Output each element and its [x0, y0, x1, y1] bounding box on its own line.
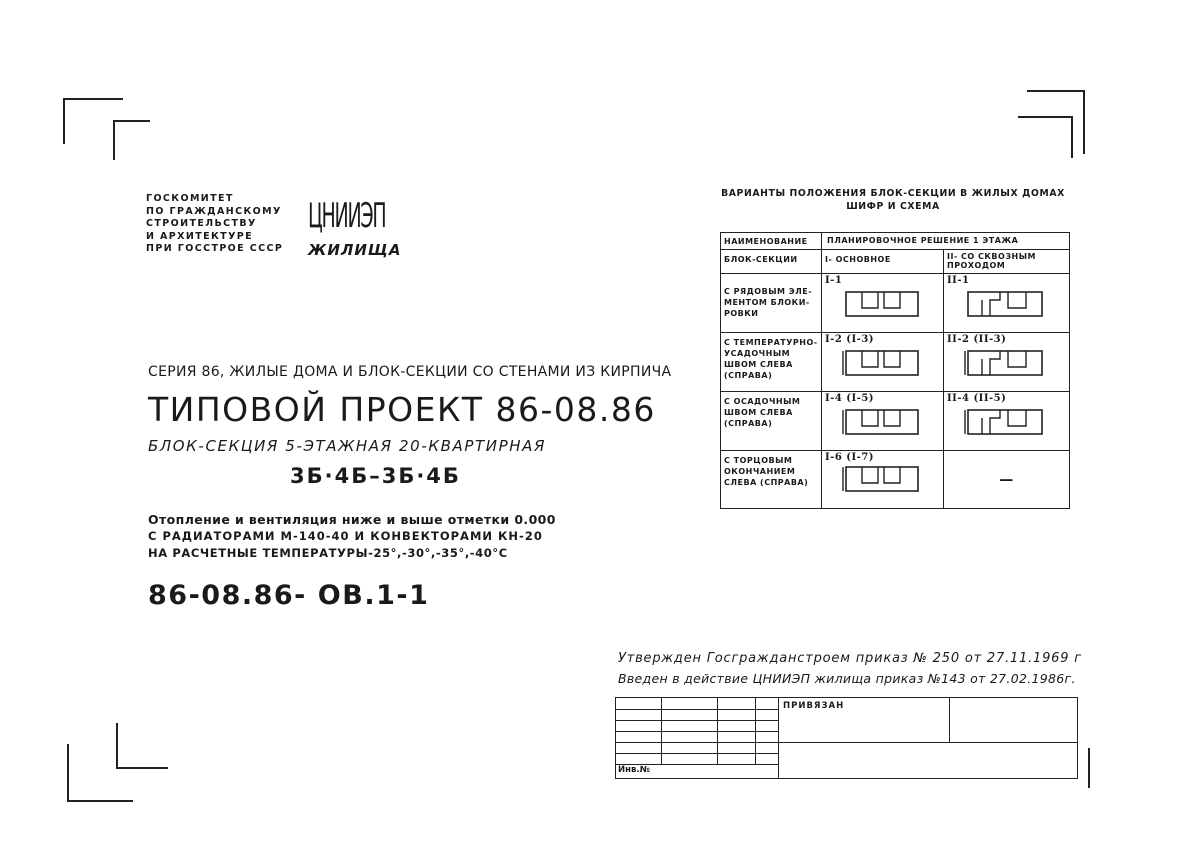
corner-mark-top-right-outer-h [1027, 90, 1085, 92]
binding-stamp [615, 697, 1078, 779]
header-col2: II- СО СКВОЗНЫМ ПРОХОДОМ [944, 250, 1070, 274]
header-name-cell-2: БЛОК-СЕКЦИИ [721, 250, 822, 274]
corner-mark-bottom-left-outer-h [67, 800, 133, 802]
row-plan-basic [822, 392, 944, 451]
plan-code: II-4 (II-5) [947, 393, 1007, 404]
section-subtitle: БЛОК-СЕКЦИЯ 5-ЭТАЖНАЯ 20-КВАРТИРНАЯ [148, 437, 546, 455]
variants-title-line2: ШИФР И СХЕМА [846, 201, 940, 212]
variants-title-line1: ВАРИАНТЫ ПОЛОЖЕНИЯ БЛОК-СЕКЦИИ В ЖИЛЫХ ДОМАХ [721, 188, 1065, 199]
org-line: ПО ГРАЖДАНСКОМУ [146, 205, 282, 217]
row-plan-passage [944, 333, 1070, 392]
row-plan-basic [822, 451, 944, 509]
description-block [148, 511, 556, 562]
inventory-number-label: Инв.№ [618, 765, 650, 775]
description-line: С РАДИАТОРАМИ М-140-40 И КОНВЕКТОРАМИ КН-20 [148, 529, 543, 543]
variants-table [720, 232, 1070, 509]
row-plan-basic [822, 333, 944, 392]
block-section-plan-icon [822, 345, 942, 385]
corner-mark-bottom-left-inner-v [116, 723, 118, 769]
block-section-plan-icon [822, 286, 942, 326]
plan-code: II-2 (II-3) [947, 334, 1007, 345]
row-name: С ТОРЦОВЫМ ОКОНЧАНИЕМ СЛЕВА (СПРАВА) [721, 451, 822, 509]
block-section-plan-icon [822, 463, 942, 503]
org-line: ГОСКОМИТЕТ [146, 193, 234, 204]
section-code: 3Б·4Б–3Б·4Б [290, 464, 461, 488]
corner-mark-top-left-outer-h [63, 98, 123, 100]
plan-code: I-4 (I-5) [825, 393, 875, 404]
variants-table-title [718, 187, 1068, 213]
row-plan-passage [944, 274, 1070, 333]
corner-mark-bottom-left-inner-h [116, 767, 168, 769]
description-line: НА РАСЧЕТНЫЕ ТЕМПЕРАТУРЫ-25°,-30°,-35°,-40°С [148, 546, 508, 560]
org-line: И АРХИТЕКТУРЕ [146, 230, 254, 242]
logo-main-text: ЦНИИЭП [308, 196, 386, 236]
corner-mark-top-left-outer-v [63, 98, 65, 144]
corner-mark-bottom-left-outer-v [67, 744, 69, 802]
bound-label: ПРИВЯЗАН [783, 701, 845, 711]
project-title: ТИПОВОЙ ПРОЕКТ 86-08.86 [148, 390, 656, 429]
approval-line: Введен в действие ЦНИИЭП жилища приказ №143 от 27.02.1986г. [618, 671, 1076, 686]
row-name: С ОСАДОЧНЫМ ШВОМ СЛЕВА (СПРАВА) [721, 392, 822, 451]
header-plan-cell: ПЛАНИРОВОЧНОЕ РЕШЕНИЕ 1 ЭТАЖА [822, 233, 1070, 250]
header-col1: I- ОСНОВНОЕ [822, 250, 944, 274]
corner-mark-top-left-inner-v [113, 120, 115, 160]
header-name-cell-1: НАИМЕНОВАНИЕ [721, 233, 822, 250]
corner-mark-top-left-inner-h [113, 120, 150, 122]
plan-code: I-1 [825, 275, 843, 286]
org-line: СТРОИТЕЛЬСТВУ [146, 218, 257, 229]
logo-sub-text: ЖИЛИЩА [308, 241, 402, 259]
block-section-plan-icon [944, 286, 1068, 326]
series-line: СЕРИЯ 86, ЖИЛЫЕ ДОМА И БЛОК-СЕКЦИИ СО СТЕНАМИ ИЗ КИРПИЧА [148, 364, 672, 380]
corner-mark-top-right-inner-h [1018, 116, 1073, 118]
description-line: Отопление и вентиляция ниже и выше отметки 0.000 [148, 512, 556, 527]
plan-code: I-6 (I-7) [825, 452, 875, 463]
block-section-plan-icon [822, 404, 942, 444]
corner-mark-top-right-outer-v [1083, 90, 1085, 154]
block-section-plan-icon [944, 404, 1068, 444]
row-plan-basic [822, 274, 944, 333]
row-name: С ТЕМПЕРАТУРНО-УСАДОЧНЫМ ШВОМ СЛЕВА (СПРАВА) [721, 333, 822, 392]
institute-logo [306, 196, 402, 266]
row-plan-passage [944, 392, 1070, 451]
plan-code: I-2 (I-3) [825, 334, 875, 345]
plan-code: II-1 [947, 275, 970, 286]
org-line: ПРИ ГОССТРОЕ СССР [146, 243, 284, 254]
approval-line: Утвержден Госгражданстроем приказ № 250 от 27.11.1969 г [618, 651, 1082, 666]
row-name: С РЯДОВЫМ ЭЛЕ-МЕНТОМ БЛОКИ-РОВКИ [721, 274, 822, 333]
block-section-plan-icon [944, 345, 1068, 385]
organization-block [146, 193, 283, 256]
row-plan-none: — [944, 451, 1070, 509]
corner-mark-bottom-right-v [1088, 748, 1090, 788]
document-code: 86-08.86- ОВ.1-1 [148, 580, 430, 611]
approval-block [618, 649, 1082, 689]
corner-mark-top-right-inner-v [1071, 116, 1073, 158]
